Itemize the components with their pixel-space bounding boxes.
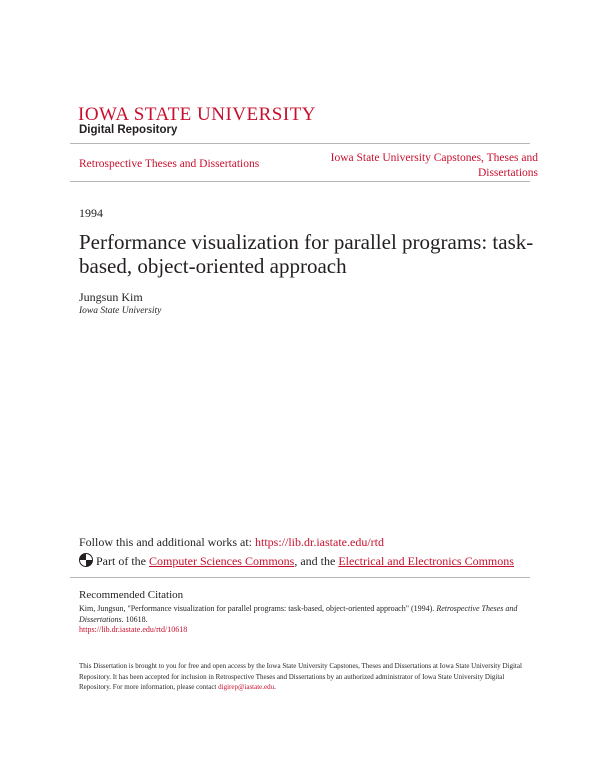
publication-year: 1994	[79, 206, 103, 220]
follow-label: Follow this and additional works at:	[79, 535, 255, 549]
header-bottom-rule	[70, 181, 530, 182]
network-commons-icon	[79, 553, 93, 567]
repository-logo-subtitle: Digital Repository	[79, 124, 178, 136]
citation-number: . 10618.	[121, 614, 148, 624]
paper-title: Performance visualization for parallel programs: task-based, object-oriented approach	[79, 230, 534, 278]
recommended-citation-heading: Recommended Citation	[79, 589, 184, 601]
author-affiliation: Iowa State University	[79, 306, 162, 316]
citation-url-link[interactable]: https://lib.dr.iastate.edu/rtd/10618	[79, 625, 188, 634]
part-of-label: Part of the	[96, 554, 149, 568]
recommended-citation-text	[79, 604, 534, 636]
contact-email-link[interactable]: digirep@iastate.edu	[218, 683, 275, 691]
follow-url-link[interactable]: https://lib.dr.iastate.edu/rtd	[255, 535, 384, 549]
author-name: Jungsun Kim	[79, 290, 143, 304]
university-logo-name: IOWA STATE UNIVERSITY	[78, 104, 317, 125]
citation-body: Kim, Jungsun, "Performance visualization for parallel programs: task-based, object-oriented approach" (1994).	[79, 604, 437, 613]
electrical-electronics-commons-link[interactable]: Electrical and Electronics Commons	[338, 554, 514, 568]
part-of-line	[79, 553, 514, 569]
access-statement-text: This Dissertation is brought to you for free and open access by the Iowa State University Capstones, Theses and Dissertations at Iowa State University Digital Repository. It has been accepted for inclusion in Retrospective Theses and Dissertations by an authorized administrator of Iowa State University Digital Repository. For more information, please contact	[79, 662, 522, 691]
and-the-label: , and the	[294, 554, 339, 568]
access-statement-end: .	[274, 683, 276, 691]
collection-link-capstones[interactable]: Iowa State University Capstones, Theses and Dissertations	[330, 152, 538, 179]
header-top-rule	[70, 143, 530, 144]
computer-sciences-commons-link[interactable]: Computer Sciences Commons	[149, 554, 295, 568]
citation-series: Retrospective Theses and Dissertations	[79, 604, 518, 624]
access-statement	[79, 661, 534, 693]
citation-rule	[70, 577, 530, 578]
follow-line	[79, 535, 384, 550]
collection-link-retrospective[interactable]: Retrospective Theses and Dissertations	[79, 158, 260, 170]
